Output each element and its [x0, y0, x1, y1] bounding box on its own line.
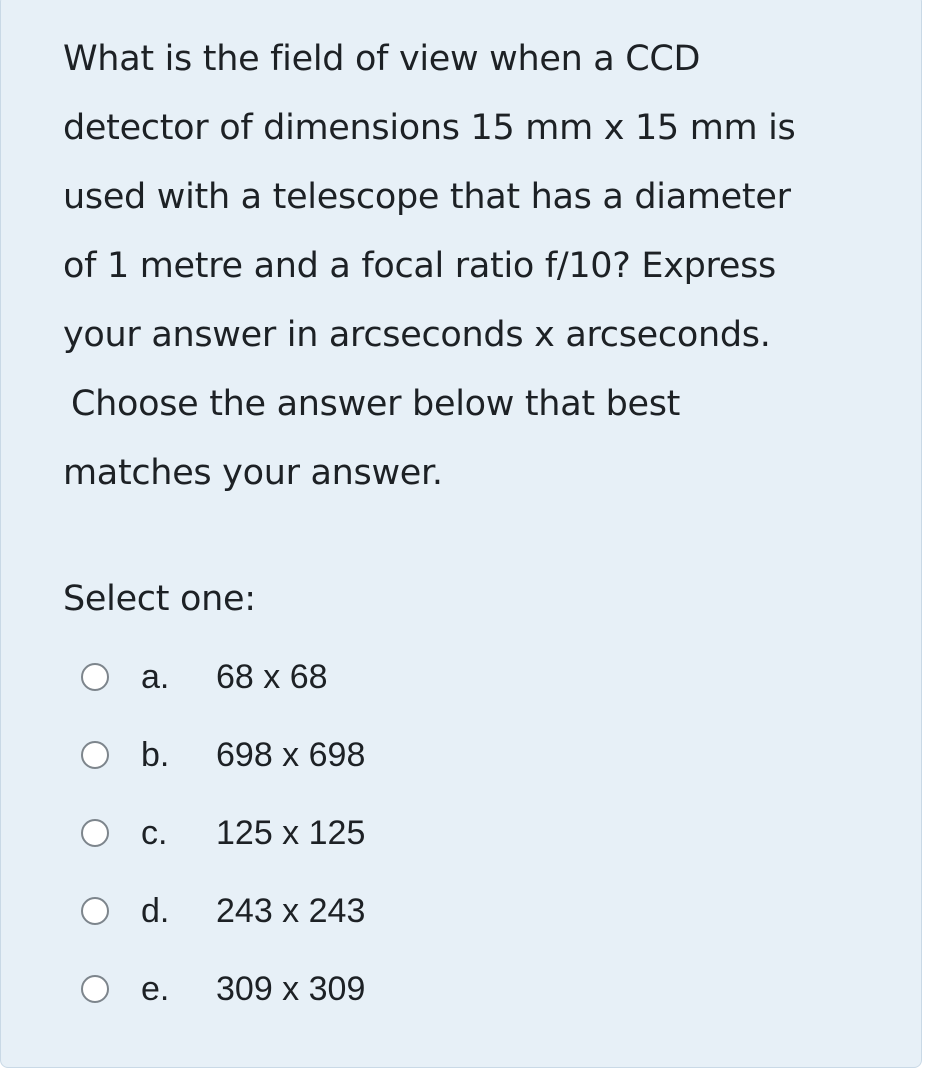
option-letter: e.	[141, 970, 170, 1008]
option-letter: a.	[141, 658, 170, 696]
answer-option-a[interactable]	[81, 641, 581, 719]
question-line: your answer in arcseconds x arcseconds.	[63, 315, 771, 355]
radio-button[interactable]	[81, 819, 109, 847]
question-line: matches your answer.	[63, 453, 443, 493]
answer-option-b[interactable]	[81, 719, 581, 797]
question-line: of 1 metre and a focal ratio f/10? Express	[63, 246, 776, 286]
option-label[interactable]: 125 x 125	[216, 814, 366, 852]
radio-button[interactable]	[81, 897, 109, 925]
option-label[interactable]: 243 x 243	[216, 892, 366, 930]
option-label[interactable]: 68 x 68	[216, 658, 328, 696]
option-letter: b.	[141, 736, 170, 774]
option-label[interactable]: 309 x 309	[216, 970, 366, 1008]
answer-option-e[interactable]	[81, 953, 581, 1031]
question-line: used with a telescope that has a diameter	[63, 177, 791, 217]
option-letter: c.	[141, 814, 168, 852]
option-label[interactable]: 698 x 698	[216, 736, 366, 774]
answer-option-d[interactable]	[81, 875, 581, 953]
radio-button[interactable]	[81, 975, 109, 1003]
answer-options	[81, 641, 581, 1031]
question-line: What is the field of view when a CCD	[63, 39, 701, 79]
answer-option-c[interactable]	[81, 797, 581, 875]
option-letter: d.	[141, 892, 170, 930]
radio-button[interactable]	[81, 663, 109, 691]
question-text	[63, 25, 893, 508]
radio-button[interactable]	[81, 741, 109, 769]
select-one-prompt: Select one:	[63, 579, 256, 619]
question-line: detector of dimensions 15 mm x 15 mm is	[63, 108, 796, 148]
question-line: Choose the answer below that best	[71, 384, 681, 424]
